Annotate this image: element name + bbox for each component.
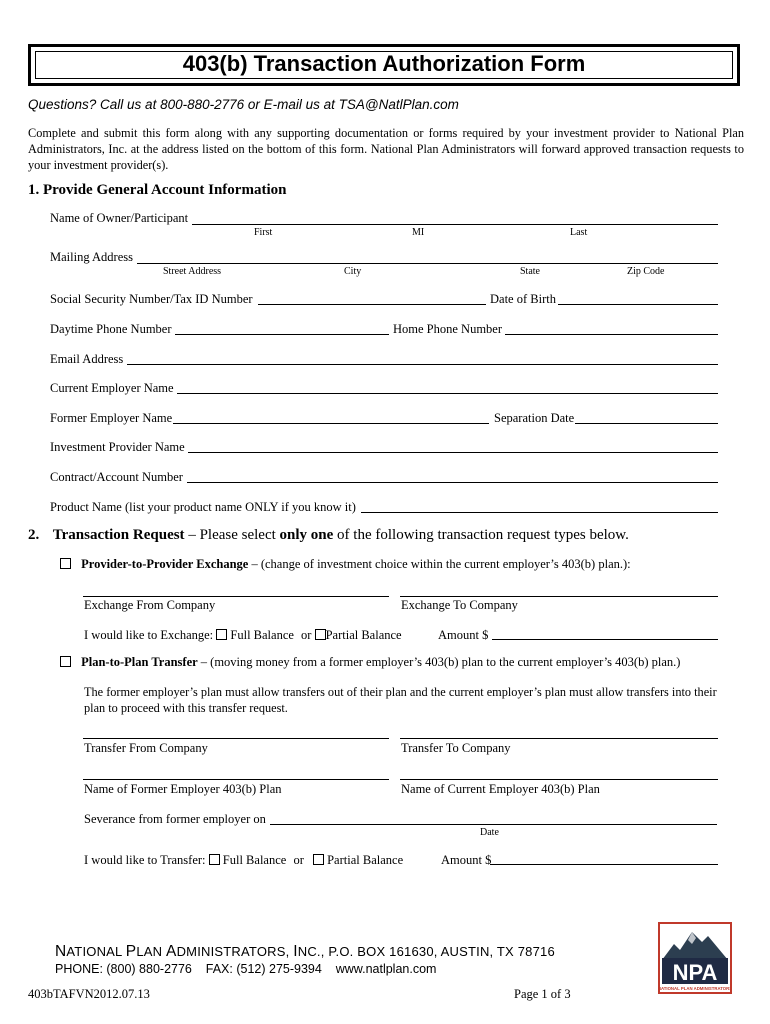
section1-heading: 1. Provide General Account Information — [28, 182, 287, 198]
section2-only-one: only one — [279, 527, 334, 543]
addr-state-caption: State — [520, 266, 540, 277]
severance-date-field[interactable] — [270, 824, 717, 825]
form-title: 403(b) Transaction Authorization Form — [182, 51, 586, 76]
exchange-full-balance-checkbox[interactable] — [216, 629, 227, 640]
dob-field[interactable] — [558, 304, 718, 305]
section2-text-1: – Please select — [184, 527, 280, 543]
former-employer-label: Former Employer Name — [50, 411, 173, 425]
footer-phone-fax-web: PHONE: (800) 880-2776 FAX: (512) 275-9394 www.natlplan.com — [55, 962, 437, 976]
separation-date-label: Separation Date — [494, 411, 575, 425]
exchange-desc: – (change of investment choice within the current employer’s 403(b) plan.): — [248, 557, 631, 571]
footer-cap-i: I — [293, 943, 298, 960]
investment-provider-label: Investment Provider Name — [50, 440, 185, 454]
section2-title: Transaction Request — [52, 527, 185, 543]
transfer-title: Plan-to-Plan Transfer — [81, 655, 198, 669]
exchange-full-balance-label: Full Balance — [230, 628, 294, 642]
addr-street-caption: Street Address — [163, 266, 222, 277]
owner-name-field[interactable] — [192, 224, 718, 225]
page-number: Page 1 of 3 — [514, 987, 571, 1001]
section2-number: 2. — [28, 527, 40, 543]
section2-text-2: of the following transaction request types below. — [333, 527, 629, 543]
former-employer-field[interactable] — [173, 423, 489, 424]
transfer-partial-balance-label: Partial Balance — [327, 853, 404, 867]
addr-zip-caption: Zip Code — [627, 266, 665, 277]
exchange-amount-label: Amount $ — [438, 628, 489, 642]
footer-company-address — [55, 943, 555, 961]
severance-date-caption: Date — [480, 827, 499, 838]
footer-text-3: DMINISTRATORS, — [176, 944, 294, 959]
home-phone-field[interactable] — [505, 334, 718, 335]
transfer-to-label: Transfer To Company — [401, 741, 511, 755]
exchange-checkbox[interactable] — [60, 558, 71, 569]
exchange-partial-balance-checkbox[interactable] — [315, 629, 326, 640]
npa-logo — [658, 922, 732, 994]
footer-text-4: NC., P.O. BOX 161630, AUSTIN, TX 78716 — [297, 944, 555, 959]
investment-provider-field[interactable] — [188, 452, 718, 453]
owner-name-label: Name of Owner/Participant — [50, 211, 189, 225]
current-plan-label: Name of Current Employer 403(b) Plan — [401, 782, 600, 796]
exchange-to-label: Exchange To Company — [401, 598, 518, 612]
footer-text-2: LAN — [136, 944, 167, 959]
ssn-label: Social Security Number/Tax ID Number — [50, 292, 253, 306]
transfer-to-field[interactable] — [400, 738, 718, 739]
transfer-checkbox[interactable] — [60, 656, 71, 667]
owner-first-caption: First — [254, 227, 273, 238]
exchange-to-field[interactable] — [400, 596, 718, 597]
transfer-partial-balance-checkbox[interactable] — [313, 854, 324, 865]
mailing-address-label: Mailing Address — [50, 250, 133, 264]
transfer-balance-row — [84, 853, 403, 868]
section2-heading — [28, 527, 629, 544]
current-plan-field[interactable] — [400, 779, 718, 780]
exchange-title: Provider-to-Provider Exchange — [81, 557, 249, 571]
intro-paragraph: Complete and submit this form along with any supporting documentation or forms required by your investment provider to National Plan Administrators, Inc. at the address listed on the bottom of this form. National Plan Administrators will forward approved transaction requests to your investment provider(s). — [28, 126, 744, 172]
contract-number-label: Contract/Account Number — [50, 470, 183, 484]
exchange-from-label: Exchange From Company — [84, 598, 216, 612]
logo-subtext: NATIONAL PLAN ADMINISTRATORS — [658, 986, 732, 991]
contract-number-field[interactable] — [187, 482, 718, 483]
former-plan-field[interactable] — [83, 779, 389, 780]
current-employer-label: Current Employer Name — [50, 381, 174, 395]
addr-city-caption: City — [344, 266, 362, 277]
home-phone-label: Home Phone Number — [393, 322, 503, 336]
current-employer-field[interactable] — [177, 393, 718, 394]
exchange-option — [60, 557, 631, 572]
transfer-from-label: Transfer From Company — [84, 741, 208, 755]
transfer-desc: – (moving money from a former employer’s 403(b) plan to the current employer’s 403(b) plan.) — [197, 655, 681, 669]
transfer-full-balance-checkbox[interactable] — [209, 854, 220, 865]
transfer-from-field[interactable] — [83, 738, 389, 739]
daytime-phone-field[interactable] — [175, 334, 389, 335]
transfer-amount-field[interactable] — [490, 864, 718, 865]
owner-mi-caption: MI — [412, 227, 425, 238]
form-title-box — [28, 44, 740, 86]
former-plan-label: Name of Former Employer 403(b) Plan — [84, 782, 282, 796]
daytime-phone-label: Daytime Phone Number — [50, 322, 172, 336]
footer-cap-n: N — [55, 943, 67, 960]
product-name-field[interactable] — [361, 512, 718, 513]
mailing-address-field[interactable] — [137, 263, 718, 264]
transfer-full-balance-label: Full Balance — [222, 853, 287, 867]
transfer-would-like: I would like to Transfer: — [84, 853, 206, 867]
logo-text: NPA — [672, 960, 718, 985]
exchange-or: or — [301, 628, 312, 642]
footer-cap-p: P — [125, 943, 137, 960]
transfer-amount-label: Amount $ — [441, 853, 492, 867]
questions-contact: Questions? Call us at 800-880-2776 or E-mail us at TSA@NatlPlan.com — [28, 97, 459, 112]
email-field[interactable] — [127, 364, 718, 365]
exchange-partial-balance-label: Partial Balance — [325, 628, 402, 642]
owner-last-caption: Last — [570, 227, 588, 238]
product-name-label: Product Name (list your product name ONLY if you know it) — [50, 500, 356, 514]
exchange-balance-row — [84, 628, 402, 643]
transfer-or: or — [293, 853, 304, 867]
severance-label: Severance from former employer on — [84, 812, 266, 826]
footer-cap-a: A — [166, 943, 177, 960]
exchange-would-like: I would like to Exchange: — [84, 628, 214, 642]
transfer-option — [60, 655, 680, 670]
exchange-amount-field[interactable] — [492, 639, 718, 640]
form-code: 403bTAFVN2012.07.13 — [28, 987, 150, 1001]
separation-date-field[interactable] — [575, 423, 718, 424]
ssn-field[interactable] — [258, 304, 486, 305]
footer-text-1: ATIONAL — [66, 944, 126, 959]
exchange-from-field[interactable] — [83, 596, 389, 597]
email-label: Email Address — [50, 352, 124, 366]
transfer-note: The former employer’s plan must allow transfers out of their plan and the current employer’s plan must allow transfers into their plan to proceed with this transfer request. — [84, 685, 717, 715]
dob-label: Date of Birth — [490, 292, 556, 306]
